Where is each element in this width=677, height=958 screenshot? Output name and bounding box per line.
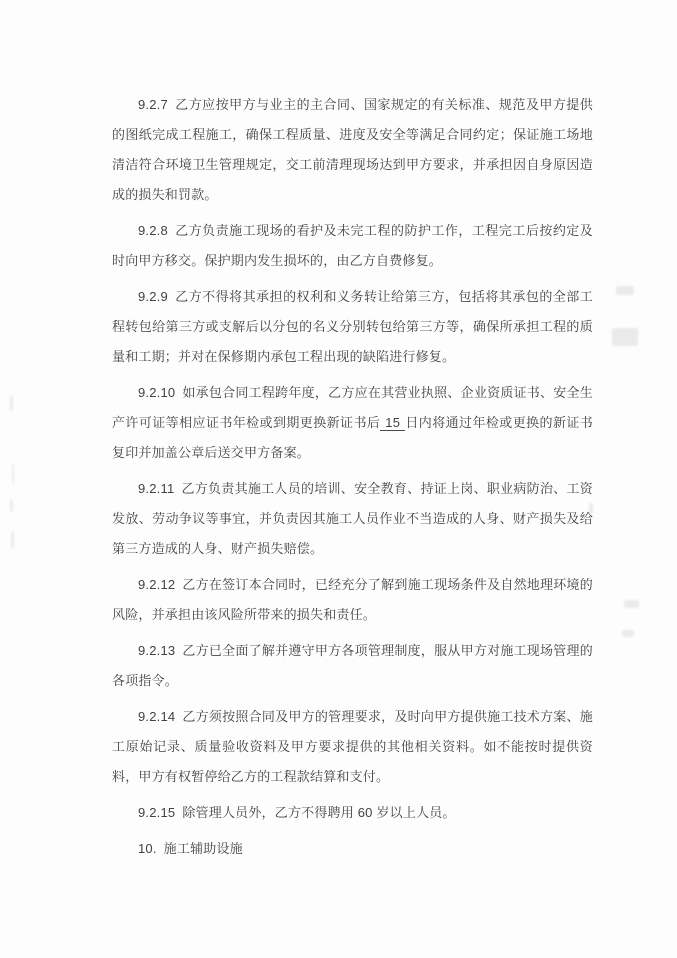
clause-9-2-12: [112, 570, 593, 630]
clause-9-2-7: [112, 90, 593, 210]
scan-artifact: [10, 396, 13, 411]
scan-artifact: [616, 286, 634, 295]
scan-artifact: [11, 531, 14, 548]
clause-text: 乙方负责施工现场的看护及未完工程的防护工作，工程完工后按约定及时向甲方移交。保护期内发生损坏的，由乙方自费修复。: [112, 223, 593, 268]
clause-text: 乙方在签订本合同时，已经充分了解到施工现场条件及自然地理环境的风险，并承担由该风险所带来的损失和责任。: [112, 577, 593, 622]
scan-artifact: [612, 328, 638, 346]
clause-number: 9.2.7: [138, 97, 168, 112]
scan-artifact: [10, 499, 13, 512]
scan-artifact: [589, 503, 593, 514]
clause-9-2-9: [112, 282, 593, 372]
clause-number: 9.2.13: [138, 643, 176, 658]
clause-number: 9.2.9: [138, 289, 168, 304]
clause-number: 9.2.14: [138, 709, 176, 724]
clause-9-2-10: [112, 378, 593, 468]
filled-blank-days-value: 15: [380, 415, 405, 431]
clause-text: 乙方应按甲方与业主的主合同、国家规定的有关标准、规范及甲方提供的图纸完成工程施工，确保工程质量、进度及安全等满足合同约定；保证施工场地清洁符合环境卫生管理规定，交工前清理现场达到甲方要求，并承担因自身原因造成的损失和罚款。: [112, 97, 593, 202]
clause-9-2-13: [112, 636, 593, 696]
clause-text: 乙方负责其施工人员的培训、安全教育、持证上岗、职业病防治、工资发放、劳动争议等事宜，并负责因其施工人员作业不当造成的人身、财产损失及给第三方造成的人身、财产损失赔偿。: [112, 481, 593, 556]
clause-text: 乙方须按照合同及甲方的管理要求，及时向甲方提供施工技术方案、施工原始记录、质量验收资料及甲方要求提供的其他相关资料。如不能按时提供资料，甲方有权暂停给乙方的工程款结算和支付。: [112, 709, 593, 784]
clause-text: 乙方不得将其承担的权利和义务转让给第三方，包括将其承包的全部工程转包给第三方或支解后以分包的名义分别转包给第三方等，确保所承担工程的质量和工期；并对在保修期内承包工程出现的缺陷进行修复。: [112, 289, 593, 364]
clause-text-before-blank: 如承包合同工程跨年度，乙方应在其营业执照、企业资质证书、安全生产许可证等相应证书年检或到期更换新证书后: [112, 385, 593, 430]
contract-text-block: [112, 90, 593, 864]
clause-number: 9.2.8: [138, 223, 168, 238]
clause-number: 9.2.15: [138, 805, 176, 820]
section-number: 10.: [138, 841, 157, 856]
clause-text: 乙方已全面了解并遵守甲方各项管理制度，服从甲方对施工现场管理的各项指令。: [112, 643, 593, 688]
clause-number: 9.2.10: [138, 385, 176, 400]
clause-number: 9.2.12: [138, 577, 176, 592]
clause-9-2-14: [112, 702, 593, 792]
clause-9-2-15: [112, 798, 593, 828]
clause-9-2-8: [112, 216, 593, 276]
clause-text-after-blank: 日内将通过年检或更换的新证书复印并加盖公章后送交甲方备案。: [112, 415, 593, 460]
clause-9-2-11: [112, 474, 593, 564]
section-10-heading: [112, 834, 593, 864]
scan-artifact: [622, 630, 634, 637]
section-title: 施工辅助设施: [163, 841, 243, 856]
scan-artifact: [624, 600, 639, 608]
clause-text: 除管理人员外，乙方不得聘用 60 岁以上人员。: [182, 805, 456, 820]
clause-number: 9.2.11: [138, 481, 175, 496]
scan-artifact: [12, 464, 14, 483]
